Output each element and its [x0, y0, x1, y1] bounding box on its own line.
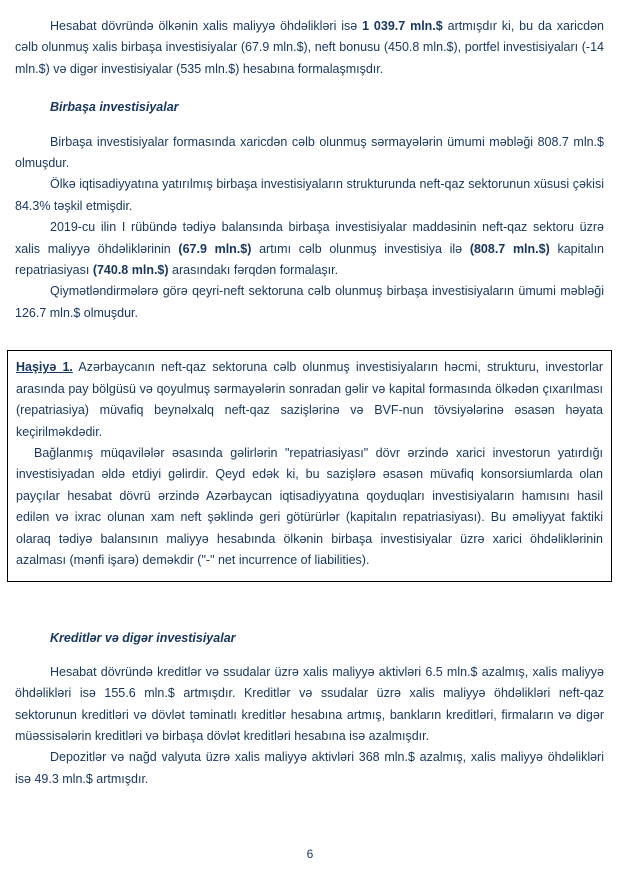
text-segment: Hesabat dövründə ölkənin xalis maliyyə öhdəlikləri isə [50, 19, 363, 33]
note-box-title: Haşiyə 1. [16, 360, 73, 375]
bold-value: (67.9 mln.$) [178, 241, 252, 256]
text-segment: arasındakı fərqdən formalaşır. [168, 263, 339, 278]
paragraph-net-liabilities [15, 16, 604, 80]
text-segment: 2019-cu ilin I rübündə tədiyə balansında birbaşa investisiyalar maddəsinin neft-qaz sektoru üzrə xalis maliyyə öhdəliklərinin [15, 220, 604, 256]
bold-value: (808.7 mln.$) [469, 241, 550, 256]
paragraph-total-fdi: Birbaşa investisiyalar formasında xaricdən cəlb olunmuş sərmayələrin ümumi məbləği 808.7 mln.$ olmuşdur. [15, 134, 604, 171]
bold-value: 1 039.7 mln.$ [362, 19, 443, 33]
paragraph-non-oil-fdi: Qiymətləndirmələrə görə qeyri-neft sektoruna cəlb olunmuş birbaşa investisiyaların ümumi məbləği 126.7 mln.$ olmuşdur. [15, 284, 604, 320]
paragraph-q1-2019-balance [15, 217, 604, 281]
note-box-paragraph-1 [16, 357, 603, 443]
text-segment: Azərbaycanın neft-qaz sektoruna cəlb olunmuş investisiyaların həcmi, strukturu, investorlar arasında pay bölgüsü və qoyulmuş sərmayələrin sonradan gəlir və kapital formasında ölkədən çıxarılması (repatriasiya) müvafiq beynəlxalq neft-qaz sazişlərinə və BVF-nun tövsiyələrinə əsasən həyata keçirilməkdədir. [16, 360, 603, 439]
paragraph-oil-gas-share: Ölkə iqtisadiyyatına yatırılmış birbaşa investisiyaların strukturunda neft-qaz sektorunun xüsusi çəkisi 84.3% təşkil etmişdir. [15, 177, 604, 213]
paragraph-deposits-cash: Depozitlər və nağd valyuta üzrə xalis maliyyə aktivləri 368 mln.$ azalmış, xalis maliyyə öhdəlikləri isə 49.3 mln.$ artmışdır. [15, 750, 604, 786]
text-segment: artımı cəlb olunmuş investisiya ilə [251, 241, 470, 256]
text-segment: kapitalın repatriasiyası [15, 241, 605, 278]
paragraph-credits-loans: Hesabat dövründə kreditlər və ssudalar üzrə xalis maliyyə aktivləri 6.5 mln.$ azalmış, xalis maliyyə öhdəlikləri isə 155.6 mln.$ artmışdır. Kreditlər və ssudalar üzrə xalis maliyyə öhdəlikləri neft-qaz sektorunun kreditləri və dövlət təminatlı kreditlər hesabına artmış, bankların kreditləri, firmaların və digər müəssisələrin kreditləri və birbaşa dövlət kreditləri hesabına isə azalmışdır. [15, 664, 604, 743]
page-number: 6 [306, 847, 314, 861]
text-segment: artmışdır ki, bu da xaricdən cəlb olunmuş xalis birbaşa investisiyalar (67.9 mln.$), neft bonusu (450.8 mln.$), portfel investisiyaları (-14 mln.$) və digər investisiyalar (535 mln.$) hesabına formalaşmışdır. [15, 19, 604, 76]
heading-credits-other-investments: Kreditlər və digər investisiyalar [50, 631, 236, 646]
bold-value: (740.8 mln.$) [92, 263, 169, 278]
note-box-hashiye-1 [7, 350, 612, 582]
note-box-paragraph-2: Bağlanmış müqavilələr əsasında gəlirlərin "repatriasiyası" dövr ərzində xarici investorun yatırdığı investisiyadan əldə etdiyi gəlirdir. Qeyd edək ki, bu sazişlərə əsasən müvafiq konsorsiumlarda olan payçılar hesabat dövrü ərzində Azərbaycan iqtisadiyyatına qoyduqları investisiyaların hamısını hasil edilən və ixrac olunan xam neft şəklində geri götürürlər (kapitalın repatriasiyası). Bu əməliyyat faktiki olaraq tədiyə balansının maliyyə hesabında ölkənin birbaşa investisiyalar üzrə xarici öhdəliklərinin azalması (mənfi işarə) deməkdir ("-" net incurrence of liabilities). [16, 445, 603, 567]
heading-direct-investments: Birbaşa investisiyalar [50, 100, 179, 115]
